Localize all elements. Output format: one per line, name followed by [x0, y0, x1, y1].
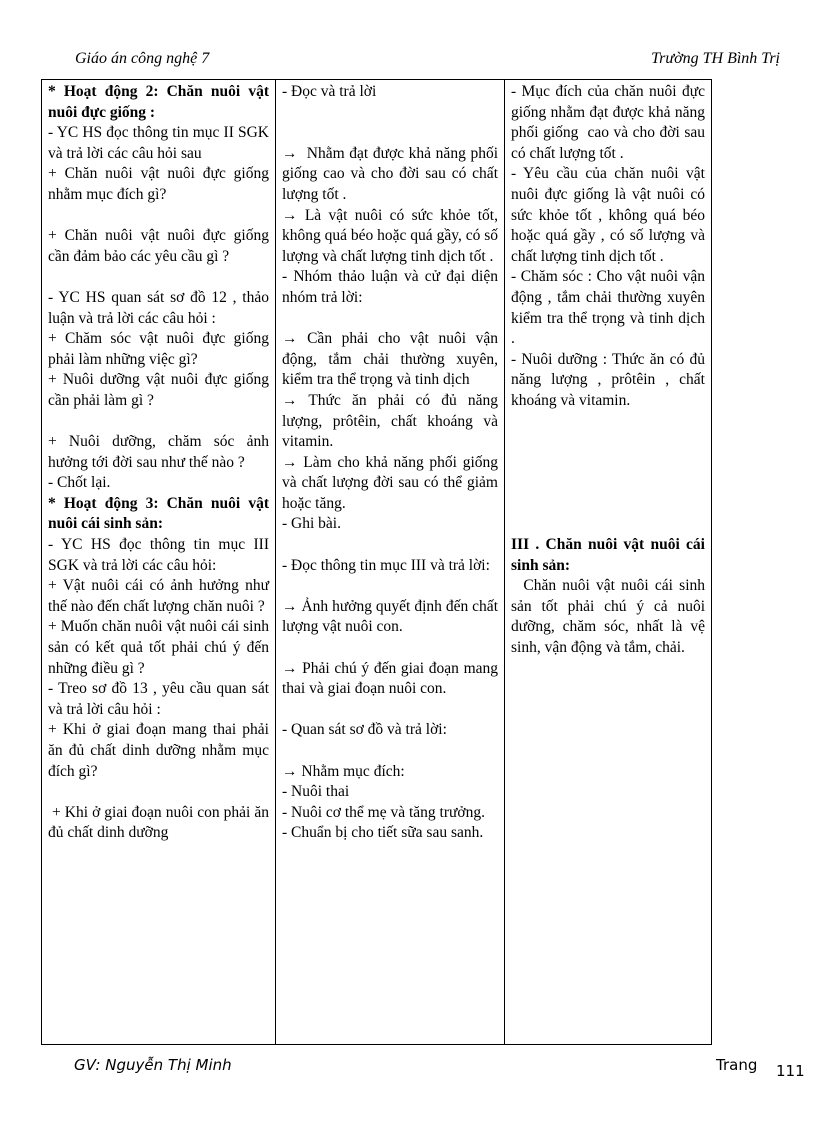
student-paragraph: → Nhằm đạt được khả năng phối giống cao và cho đời sau có chất lượng tốt . — [282, 144, 502, 203]
content-paragraph: Chăn nuôi vật nuôi cái sinh sản tốt phải chú ý cả nuôi dưỡng, chăm sóc, nhất là vệ sinh, vận động và tắm, chải. — [511, 577, 709, 657]
content-paragraph — [511, 432, 705, 453]
student-paragraph: → Phải chú ý đến giai đoạn mang thai và giai đoạn nuôi con. — [282, 659, 502, 698]
student-paragraph: → Ảnh hưởng quyết định đến chất lượng vật nuôi con. — [282, 597, 502, 636]
content-paragraph: - Yêu cầu của chăn nuôi vật nuôi đực giống là vật nuôi có sức khỏe tốt , không quá béo hoặc quá gầy , có số lượng và chất lượng tinh dịch tốt . — [511, 165, 709, 265]
student-paragraph: - Chuẩn bị cho tiết sữa sau sanh. — [282, 824, 484, 842]
content-paragraph — [511, 412, 705, 433]
student-paragraph: - Đọc thông tin mục III và trả lời: — [282, 556, 490, 574]
teacher-paragraph: + Nuôi dưỡng vật nuôi đực giống cần phải làm gì ? — [48, 371, 273, 409]
student-paragraph: - Đọc và trả lời — [282, 83, 377, 100]
content-paragraph — [511, 494, 705, 515]
teacher-paragraph: + Khi ở giai đoạn mang thai phải ăn đủ chất dinh dưỡng nhằm mục đích gì? — [48, 721, 273, 780]
student-paragraph — [282, 700, 498, 721]
teacher-paragraph: - Chốt lại. — [48, 474, 111, 492]
teacher-activity-column — [42, 80, 276, 1045]
footer-page-label: Trang — [716, 1056, 758, 1074]
content-paragraph: III . Chăn nuôi vật nuôi cái sinh sản: — [511, 536, 709, 574]
content-paragraph: - Chăm sóc : Cho vật nuôi vận động , tắm chải thường xuyên kiểm tra thể trọng và tinh dịch . — [511, 268, 709, 348]
student-paragraph: - Ghi bài. — [282, 515, 341, 533]
teacher-paragraph: + Chăm sóc vật nuôi đực giống phải làm những việc gì? — [48, 330, 273, 368]
teacher-paragraph: - YC HS đọc thông tin mục III SGK và trả lời các câu hỏi: — [48, 536, 273, 574]
footer-teacher-name: GV: Nguyễn Thị Minh — [74, 1056, 232, 1074]
student-paragraph — [282, 638, 498, 659]
teacher-paragraph: - YC HS đọc thông tin mục II SGK và trả lời các câu hỏi sau — [48, 124, 273, 162]
teacher-paragraph: - Treo sơ đồ 13 , yêu cầu quan sát và trả lời câu hỏi : — [48, 680, 273, 718]
teacher-paragraph: * Hoạt động 3: Chăn nuôi vật nuôi cái sinh sản: — [48, 494, 273, 533]
teacher-paragraph: + Chăn nuôi vật nuôi đực giống cần đảm bảo các yêu cầu gì ? — [48, 227, 273, 265]
header-subject: Giáo án công nghệ 7 — [75, 50, 210, 67]
student-activity-column — [276, 80, 505, 1045]
teacher-paragraph: + Nuôi dưỡng, chăm sóc ảnh hưởng tới đời sau như thế nào ? — [48, 433, 273, 471]
teacher-paragraph: - YC HS quan sát sơ đồ 12 , thảo luận và trả lời các câu hỏi : — [48, 288, 273, 327]
content-paragraph — [511, 453, 705, 474]
teacher-paragraph: * Hoạt động 2: Chăn nuôi vật nuôi đực giống : — [48, 83, 273, 121]
content-paragraph: - Mục đích của chăn nuôi đực giống nhằm đạt được khả năng phối giống cao và cho đời sau có chất lượng tốt . — [511, 83, 709, 162]
student-paragraph — [282, 535, 498, 556]
student-paragraph: - Nuôi cơ thể mẹ và tăng trưởng. — [282, 803, 485, 821]
student-paragraph — [282, 309, 498, 330]
student-paragraph: → Là vật nuôi có sức khỏe tốt, không quá béo hoặc quá gầy, có số lượng và chất lượng tinh dịch tốt . — [282, 206, 502, 265]
content-paragraph — [511, 473, 705, 494]
student-paragraph — [282, 123, 498, 144]
lesson-table — [41, 79, 712, 1045]
content-paragraph: - Nuôi dưỡng : Thức ăn có đủ năng lượng , prôtêin , chất khoáng và vitamin. — [511, 350, 709, 409]
teacher-paragraph: + Khi ở giai đoạn nuôi con phải ăn đủ chất dinh dưỡng — [48, 803, 273, 842]
student-paragraph: - Quan sát sơ đồ và trả lời: — [282, 721, 447, 739]
student-paragraph: → Thức ăn phải có đủ năng lượng, prôtêin, chất khoáng và vitamin. — [282, 391, 502, 451]
teacher-paragraph — [48, 206, 269, 227]
teacher-paragraph — [48, 267, 269, 288]
student-paragraph: → Nhằm mục đích: — [282, 762, 405, 780]
teacher-paragraph: + Chăn nuôi vật nuôi đực giống nhằm mục đích gì? — [48, 165, 273, 203]
student-paragraph: - Nuôi thai — [282, 783, 350, 801]
teacher-paragraph: + Vật nuôi cái có ảnh hưởng như thế nào đến chất lượng chăn nuôi ? — [48, 577, 273, 615]
student-paragraph: → Cần phải cho vật nuôi vận động, tắm chải thường xuyên, kiểm tra thể trọng và tinh dịch — [282, 330, 506, 389]
lesson-content-column — [505, 80, 712, 1045]
teacher-paragraph: + Muốn chăn nuôi vật nuôi cái sinh sản có kết quả tốt phải chú ý đến những điều gì ? — [48, 618, 273, 677]
content-paragraph — [511, 514, 705, 535]
student-paragraph — [282, 576, 498, 597]
student-paragraph — [282, 103, 498, 124]
header-school: Trường TH Bình Trị — [651, 50, 780, 67]
footer-page-number: 111 — [776, 1062, 805, 1080]
teacher-paragraph — [48, 782, 269, 803]
student-paragraph: → Làm cho khả năng phối giống và chất lượng đời sau có thể giảm hoặc tăng. — [282, 453, 502, 512]
teacher-paragraph — [48, 412, 269, 433]
student-paragraph — [282, 741, 498, 762]
student-paragraph: - Nhóm thảo luận và cử đại diện nhóm trả lời: — [282, 268, 502, 306]
